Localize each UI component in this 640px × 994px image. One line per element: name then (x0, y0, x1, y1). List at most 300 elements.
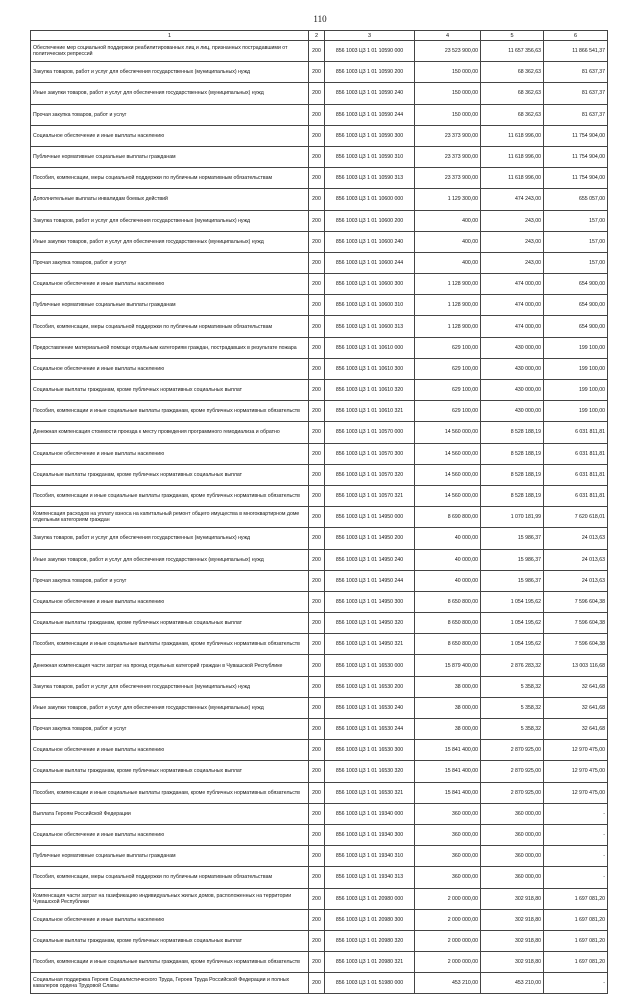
table-row (31, 210, 608, 231)
table-row (31, 358, 608, 379)
row-executed-cell: 5 358,32 (481, 719, 544, 740)
row-line-code-cell: 200 (309, 570, 325, 591)
row-unexecuted-cell: 6 031 811,81 (544, 464, 608, 485)
row-line-code-cell: 200 (309, 443, 325, 464)
row-executed-cell: 302 918,80 (481, 952, 544, 973)
row-unexecuted-cell: 6 031 811,81 (544, 422, 608, 443)
row-line-code-cell: 200 (309, 549, 325, 570)
row-budget-code-cell: 856 1003 Ц3 1 01 20980 000 (325, 888, 415, 909)
row-budget-code-cell: 856 1003 Ц3 1 01 10600 000 (325, 189, 415, 210)
row-budget-code-cell: 856 1003 Ц3 1 01 16530 000 (325, 655, 415, 676)
table-row (31, 824, 608, 845)
row-approved-cell: 1 128 900,00 (415, 316, 481, 337)
row-unexecuted-cell: 654 900,00 (544, 316, 608, 337)
row-name-cell: Социальное обеспечение и иные выплаты населению (31, 909, 309, 930)
row-unexecuted-cell: 655 057,00 (544, 189, 608, 210)
row-name-cell: Прочая закупка товаров, работ и услуг (31, 719, 309, 740)
row-approved-cell: 2 000 000,00 (415, 930, 481, 951)
row-unexecuted-cell: 7 596 604,38 (544, 613, 608, 634)
row-executed-cell: 15 986,37 (481, 528, 544, 549)
row-name-cell: Социальные выплаты гражданам, кроме публичных нормативных социальных выплат (31, 613, 309, 634)
row-budget-code-cell: 856 1003 Ц3 1 01 20980 320 (325, 930, 415, 951)
row-approved-cell: 40 000,00 (415, 570, 481, 591)
row-executed-cell: 474 243,00 (481, 189, 544, 210)
row-unexecuted-cell: 32 641,68 (544, 676, 608, 697)
table-row (31, 104, 608, 125)
row-executed-cell: 2 870 925,00 (481, 782, 544, 803)
row-line-code-cell: 200 (309, 210, 325, 231)
row-name-cell: Предоставление материальной помощи отдельным категориям граждан, пострадавших в результате пожара (31, 337, 309, 358)
row-approved-cell: 400,00 (415, 210, 481, 231)
row-budget-code-cell: 856 1003 Ц3 1 01 10590 310 (325, 146, 415, 167)
table-header (31, 31, 608, 41)
row-budget-code-cell: 856 1003 Ц3 1 01 10590 313 (325, 168, 415, 189)
row-budget-code-cell: 856 1003 Ц3 1 01 10610 300 (325, 358, 415, 379)
row-line-code-cell: 200 (309, 930, 325, 951)
row-budget-code-cell: 856 1003 Ц3 1 01 10570 321 (325, 485, 415, 506)
table-row (31, 909, 608, 930)
row-executed-cell: 360 000,00 (481, 846, 544, 867)
row-executed-cell: 2 870 925,00 (481, 761, 544, 782)
row-executed-cell: 1 070 181,99 (481, 507, 544, 528)
row-line-code-cell: 200 (309, 380, 325, 401)
row-executed-cell: 11 618 996,00 (481, 146, 544, 167)
row-executed-cell: 243,00 (481, 210, 544, 231)
row-unexecuted-cell: 1 697 081,20 (544, 909, 608, 930)
row-budget-code-cell: 856 1003 Ц3 1 01 14950 240 (325, 549, 415, 570)
row-unexecuted-cell: 81 637,37 (544, 62, 608, 83)
table-row (31, 62, 608, 83)
row-name-cell: Прочая закупка товаров, работ и услуг (31, 104, 309, 125)
row-name-cell: Социальное обеспечение и иные выплаты населению (31, 274, 309, 295)
row-executed-cell: 1 054 195,62 (481, 591, 544, 612)
row-executed-cell: 453 210,00 (481, 973, 544, 994)
row-name-cell: Социальное обеспечение и иные выплаты населению (31, 125, 309, 146)
table-row (31, 803, 608, 824)
row-line-code-cell: 200 (309, 973, 325, 994)
table-row (31, 274, 608, 295)
row-executed-cell: 430 000,00 (481, 380, 544, 401)
row-name-cell: Социальное обеспечение и иные выплаты населению (31, 358, 309, 379)
table-row (31, 888, 608, 909)
row-executed-cell: 15 986,37 (481, 570, 544, 591)
row-budget-code-cell: 856 1003 Ц3 1 01 10610 320 (325, 380, 415, 401)
row-name-cell: Пособия, компенсации, меры социальной поддержки по публичным нормативным обязательствам (31, 316, 309, 337)
row-line-code-cell: 200 (309, 782, 325, 803)
row-executed-cell: 360 000,00 (481, 824, 544, 845)
row-executed-cell: 1 054 195,62 (481, 613, 544, 634)
row-name-cell: Иные закупки товаров, работ и услуг для обеспечения государственных (муниципальных) нужд (31, 697, 309, 718)
table-row (31, 252, 608, 273)
row-line-code-cell: 200 (309, 867, 325, 888)
row-approved-cell: 38 000,00 (415, 676, 481, 697)
table-row (31, 146, 608, 167)
table-row (31, 782, 608, 803)
table-row (31, 125, 608, 146)
row-executed-cell: 1 054 195,62 (481, 634, 544, 655)
row-approved-cell: 360 000,00 (415, 867, 481, 888)
row-approved-cell: 15 879 400,00 (415, 655, 481, 676)
row-line-code-cell: 200 (309, 888, 325, 909)
row-approved-cell: 8 690 800,00 (415, 507, 481, 528)
row-name-cell: Иные закупки товаров, работ и услуг для обеспечения государственных (муниципальных) нужд (31, 231, 309, 252)
row-executed-cell: 430 000,00 (481, 358, 544, 379)
table-row (31, 168, 608, 189)
row-name-cell: Пособия, компенсации и иные социальные выплаты гражданам, кроме публичных нормативных обязательств (31, 952, 309, 973)
table-row (31, 485, 608, 506)
table-row (31, 570, 608, 591)
row-approved-cell: 1 128 900,00 (415, 295, 481, 316)
row-budget-code-cell: 856 1003 Ц3 1 01 10570 320 (325, 464, 415, 485)
row-budget-code-cell: 856 1003 Ц3 1 01 10600 240 (325, 231, 415, 252)
row-budget-code-cell: 856 1003 Ц3 1 01 16530 321 (325, 782, 415, 803)
row-name-cell: Пособия, компенсации и иные социальные выплаты гражданам, кроме публичных нормативных обязательств (31, 485, 309, 506)
row-budget-code-cell: 856 1003 Ц3 1 01 10600 310 (325, 295, 415, 316)
row-line-code-cell: 200 (309, 252, 325, 273)
row-budget-code-cell: 856 1003 Ц3 1 01 16530 320 (325, 761, 415, 782)
row-approved-cell: 150 000,00 (415, 62, 481, 83)
row-name-cell: Социальное обеспечение и иные выплаты населению (31, 591, 309, 612)
row-name-cell: Закупка товаров, работ и услуг для обеспечения государственных (муниципальных) нужд (31, 62, 309, 83)
row-executed-cell: 2 870 925,00 (481, 740, 544, 761)
table-row (31, 591, 608, 612)
row-name-cell: Социальные выплаты гражданам, кроме публичных нормативных социальных выплат (31, 761, 309, 782)
row-name-cell: Публичные нормативные социальные выплаты гражданам (31, 146, 309, 167)
row-executed-cell: 8 528 188,19 (481, 443, 544, 464)
table-row (31, 719, 608, 740)
row-budget-code-cell: 856 1003 Ц3 1 01 10570 300 (325, 443, 415, 464)
table-row (31, 41, 608, 62)
row-executed-cell: 243,00 (481, 252, 544, 273)
table-row (31, 507, 608, 528)
row-line-code-cell: 200 (309, 83, 325, 104)
row-budget-code-cell: 856 1003 Ц3 1 01 10610 321 (325, 401, 415, 422)
table-row (31, 740, 608, 761)
row-line-code-cell: 200 (309, 422, 325, 443)
row-line-code-cell: 200 (309, 316, 325, 337)
row-line-code-cell: 200 (309, 168, 325, 189)
row-approved-cell: 1 128 900,00 (415, 274, 481, 295)
row-unexecuted-cell: 199 100,00 (544, 380, 608, 401)
row-line-code-cell: 200 (309, 655, 325, 676)
col-header-3: 3 (325, 31, 415, 41)
table-body (31, 41, 608, 994)
row-budget-code-cell: 856 1003 Ц3 1 01 10590 300 (325, 125, 415, 146)
row-executed-cell: 302 918,80 (481, 909, 544, 930)
row-unexecuted-cell: 199 100,00 (544, 358, 608, 379)
row-unexecuted-cell: 11 866 541,37 (544, 41, 608, 62)
table-row (31, 761, 608, 782)
col-header-2: 2 (309, 31, 325, 41)
row-approved-cell: 8 650 800,00 (415, 634, 481, 655)
row-approved-cell: 400,00 (415, 252, 481, 273)
row-unexecuted-cell: 24 013,63 (544, 549, 608, 570)
budget-table (30, 30, 608, 994)
row-unexecuted-cell: - (544, 846, 608, 867)
row-executed-cell: 8 528 188,19 (481, 464, 544, 485)
row-name-cell: Денежная компенсация части затрат на проезд отдельных категорий граждан в Чувашской Республике (31, 655, 309, 676)
row-unexecuted-cell: 157,00 (544, 252, 608, 273)
row-unexecuted-cell: 1 697 081,20 (544, 888, 608, 909)
table-row (31, 676, 608, 697)
row-executed-cell: 474 000,00 (481, 295, 544, 316)
row-line-code-cell: 200 (309, 740, 325, 761)
row-line-code-cell: 200 (309, 295, 325, 316)
row-budget-code-cell: 856 1003 Ц3 1 01 19340 310 (325, 846, 415, 867)
table-row (31, 952, 608, 973)
row-budget-code-cell: 856 1003 Ц3 1 01 19340 300 (325, 824, 415, 845)
row-executed-cell: 360 000,00 (481, 803, 544, 824)
row-name-cell: Публичные нормативные социальные выплаты гражданам (31, 295, 309, 316)
row-executed-cell: 302 918,80 (481, 930, 544, 951)
row-approved-cell: 8 650 800,00 (415, 591, 481, 612)
row-budget-code-cell: 856 1003 Ц3 1 01 14950 321 (325, 634, 415, 655)
row-line-code-cell: 200 (309, 803, 325, 824)
row-name-cell: Иные закупки товаров, работ и услуг для обеспечения государственных (муниципальных) нужд (31, 83, 309, 104)
col-header-1: 1 (31, 31, 309, 41)
row-approved-cell: 40 000,00 (415, 549, 481, 570)
row-name-cell: Прочая закупка товаров, работ и услуг (31, 252, 309, 273)
row-line-code-cell: 200 (309, 824, 325, 845)
row-approved-cell: 400,00 (415, 231, 481, 252)
row-unexecuted-cell: 654 900,00 (544, 274, 608, 295)
row-unexecuted-cell: 12 970 475,00 (544, 782, 608, 803)
row-approved-cell: 14 560 000,00 (415, 485, 481, 506)
table-row (31, 613, 608, 634)
row-approved-cell: 150 000,00 (415, 83, 481, 104)
row-budget-code-cell: 856 1003 Ц3 1 01 14950 244 (325, 570, 415, 591)
row-budget-code-cell: 856 1003 Ц3 1 01 16530 244 (325, 719, 415, 740)
row-name-cell: Социальная поддержка Героев Социалистического Труда, Героев Труда Российской Федерации и полных кавалеров ордена Трудовой Славы (31, 973, 309, 994)
row-unexecuted-cell: 81 637,37 (544, 104, 608, 125)
row-approved-cell: 453 210,00 (415, 973, 481, 994)
row-unexecuted-cell: 6 031 811,81 (544, 485, 608, 506)
row-approved-cell: 2 000 000,00 (415, 888, 481, 909)
row-approved-cell: 2 000 000,00 (415, 909, 481, 930)
row-unexecuted-cell: 81 637,37 (544, 83, 608, 104)
table-row (31, 846, 608, 867)
table-row (31, 295, 608, 316)
row-approved-cell: 15 841 400,00 (415, 782, 481, 803)
row-budget-code-cell: 856 1003 Ц3 1 01 10610 000 (325, 337, 415, 358)
col-header-5: 5 (481, 31, 544, 41)
row-name-cell: Пособия, компенсации и иные социальные выплаты гражданам, кроме публичных нормативных обязательств (31, 634, 309, 655)
row-approved-cell: 15 841 400,00 (415, 761, 481, 782)
row-executed-cell: 474 000,00 (481, 316, 544, 337)
row-executed-cell: 243,00 (481, 231, 544, 252)
row-unexecuted-cell: 11 754 904,00 (544, 125, 608, 146)
row-unexecuted-cell: 12 970 475,00 (544, 761, 608, 782)
row-approved-cell: 23 373 900,00 (415, 168, 481, 189)
table-row (31, 930, 608, 951)
row-line-code-cell: 200 (309, 761, 325, 782)
row-approved-cell: 360 000,00 (415, 824, 481, 845)
row-budget-code-cell: 856 1003 Ц3 1 01 10600 244 (325, 252, 415, 273)
table-row (31, 464, 608, 485)
row-executed-cell: 5 358,32 (481, 676, 544, 697)
row-line-code-cell: 200 (309, 358, 325, 379)
row-line-code-cell: 200 (309, 719, 325, 740)
row-approved-cell: 629 100,00 (415, 337, 481, 358)
row-budget-code-cell: 856 1003 Ц3 1 01 51980 000 (325, 973, 415, 994)
row-budget-code-cell: 856 1003 Ц3 1 01 20980 300 (325, 909, 415, 930)
row-line-code-cell: 200 (309, 697, 325, 718)
header-row (31, 31, 608, 41)
col-header-4: 4 (415, 31, 481, 41)
row-unexecuted-cell: 199 100,00 (544, 337, 608, 358)
row-unexecuted-cell: 157,00 (544, 210, 608, 231)
row-unexecuted-cell: 6 031 811,81 (544, 443, 608, 464)
row-name-cell: Социальное обеспечение и иные выплаты населению (31, 824, 309, 845)
row-approved-cell: 1 129 300,00 (415, 189, 481, 210)
table-row (31, 655, 608, 676)
row-name-cell: Прочая закупка товаров, работ и услуг (31, 570, 309, 591)
table-row (31, 528, 608, 549)
row-unexecuted-cell: - (544, 803, 608, 824)
table-row (31, 337, 608, 358)
row-approved-cell: 14 560 000,00 (415, 443, 481, 464)
row-unexecuted-cell: 1 697 081,20 (544, 952, 608, 973)
row-budget-code-cell: 856 1003 Ц3 1 01 10600 200 (325, 210, 415, 231)
row-name-cell: Социальные выплаты гражданам, кроме публичных нормативных социальных выплат (31, 464, 309, 485)
row-line-code-cell: 200 (309, 591, 325, 612)
row-budget-code-cell: 856 1003 Ц3 1 01 10600 300 (325, 274, 415, 295)
row-approved-cell: 8 650 800,00 (415, 613, 481, 634)
row-line-code-cell: 200 (309, 485, 325, 506)
row-name-cell: Публичные нормативные социальные выплаты гражданам (31, 846, 309, 867)
row-name-cell: Иные закупки товаров, работ и услуг для обеспечения государственных (муниципальных) нужд (31, 549, 309, 570)
row-executed-cell: 11 657 356,63 (481, 41, 544, 62)
row-executed-cell: 302 918,80 (481, 888, 544, 909)
row-budget-code-cell: 856 1003 Ц3 1 01 14950 000 (325, 507, 415, 528)
row-line-code-cell: 200 (309, 676, 325, 697)
row-executed-cell: 68 362,63 (481, 104, 544, 125)
row-approved-cell: 629 100,00 (415, 380, 481, 401)
row-unexecuted-cell: 7 620 618,01 (544, 507, 608, 528)
row-name-cell: Закупка товаров, работ и услуг для обеспечения государственных (муниципальных) нужд (31, 210, 309, 231)
row-budget-code-cell: 856 1003 Ц3 1 01 10600 313 (325, 316, 415, 337)
row-unexecuted-cell: 1 697 081,20 (544, 930, 608, 951)
row-line-code-cell: 200 (309, 274, 325, 295)
row-name-cell: Пособия, компенсации, меры социальной поддержки по публичным нормативным обязательствам (31, 168, 309, 189)
row-approved-cell: 38 000,00 (415, 697, 481, 718)
row-unexecuted-cell: 11 754 904,00 (544, 168, 608, 189)
row-approved-cell: 23 373 900,00 (415, 125, 481, 146)
row-executed-cell: 8 528 188,19 (481, 485, 544, 506)
table-row (31, 443, 608, 464)
row-budget-code-cell: 856 1003 Ц3 1 01 14950 300 (325, 591, 415, 612)
row-budget-code-cell: 856 1003 Ц3 1 01 19340 313 (325, 867, 415, 888)
row-executed-cell: 68 362,63 (481, 83, 544, 104)
row-budget-code-cell: 856 1003 Ц3 1 01 10590 240 (325, 83, 415, 104)
row-unexecuted-cell: 654 900,00 (544, 295, 608, 316)
row-executed-cell: 68 362,63 (481, 62, 544, 83)
table-row (31, 316, 608, 337)
row-unexecuted-cell: 157,00 (544, 231, 608, 252)
row-line-code-cell: 200 (309, 846, 325, 867)
row-budget-code-cell: 856 1003 Ц3 1 01 10570 000 (325, 422, 415, 443)
row-line-code-cell: 200 (309, 146, 325, 167)
row-executed-cell: 15 986,37 (481, 549, 544, 570)
table-row (31, 549, 608, 570)
row-unexecuted-cell: 32 641,68 (544, 719, 608, 740)
row-line-code-cell: 200 (309, 401, 325, 422)
row-approved-cell: 2 000 000,00 (415, 952, 481, 973)
row-line-code-cell: 200 (309, 125, 325, 146)
row-unexecuted-cell: 11 754 904,00 (544, 146, 608, 167)
table-row (31, 380, 608, 401)
row-name-cell: Социальное обеспечение и иные выплаты населению (31, 443, 309, 464)
row-executed-cell: 360 000,00 (481, 867, 544, 888)
row-line-code-cell: 200 (309, 41, 325, 62)
row-approved-cell: 40 000,00 (415, 528, 481, 549)
row-budget-code-cell: 856 1003 Ц3 1 01 16530 240 (325, 697, 415, 718)
row-line-code-cell: 200 (309, 189, 325, 210)
col-header-6: 6 (544, 31, 608, 41)
row-executed-cell: 2 876 283,32 (481, 655, 544, 676)
row-name-cell: Социальные выплаты гражданам, кроме публичных нормативных социальных выплат (31, 380, 309, 401)
table-row (31, 231, 608, 252)
row-line-code-cell: 200 (309, 231, 325, 252)
row-name-cell: Денежная компенсация стоимости проезда к месту проведения программного гемодиализа и обратно (31, 422, 309, 443)
row-name-cell: Закупка товаров, работ и услуг для обеспечения государственных (муниципальных) нужд (31, 528, 309, 549)
row-approved-cell: 360 000,00 (415, 846, 481, 867)
row-executed-cell: 11 618 996,00 (481, 125, 544, 146)
row-unexecuted-cell: 24 013,63 (544, 570, 608, 591)
row-line-code-cell: 200 (309, 613, 325, 634)
row-unexecuted-cell: 199 100,00 (544, 401, 608, 422)
page-number: 110 (313, 14, 327, 24)
row-line-code-cell: 200 (309, 337, 325, 358)
row-line-code-cell: 200 (309, 104, 325, 125)
row-approved-cell: 38 000,00 (415, 719, 481, 740)
row-approved-cell: 360 000,00 (415, 803, 481, 824)
row-approved-cell: 15 841 400,00 (415, 740, 481, 761)
row-name-cell: Социальные выплаты гражданам, кроме публичных нормативных социальных выплат (31, 930, 309, 951)
row-budget-code-cell: 856 1003 Ц3 1 01 10590 000 (325, 41, 415, 62)
row-budget-code-cell: 856 1003 Ц3 1 01 10590 244 (325, 104, 415, 125)
row-unexecuted-cell: - (544, 824, 608, 845)
row-unexecuted-cell: 12 970 475,00 (544, 740, 608, 761)
row-budget-code-cell: 856 1003 Ц3 1 01 16530 300 (325, 740, 415, 761)
row-line-code-cell: 200 (309, 952, 325, 973)
table-row (31, 867, 608, 888)
row-name-cell: Обеспечение мер социальной поддержки реабилитированных лиц и лиц, признанных пострадавшими от политических репрессий (31, 41, 309, 62)
row-line-code-cell: 200 (309, 464, 325, 485)
row-budget-code-cell: 856 1003 Ц3 1 01 16530 200 (325, 676, 415, 697)
row-line-code-cell: 200 (309, 507, 325, 528)
row-budget-code-cell: 856 1003 Ц3 1 01 19340 000 (325, 803, 415, 824)
row-approved-cell: 629 100,00 (415, 401, 481, 422)
row-executed-cell: 5 358,32 (481, 697, 544, 718)
row-budget-code-cell: 856 1003 Ц3 1 01 14950 200 (325, 528, 415, 549)
row-approved-cell: 14 560 000,00 (415, 464, 481, 485)
row-executed-cell: 474 000,00 (481, 274, 544, 295)
row-approved-cell: 23 523 900,00 (415, 41, 481, 62)
row-approved-cell: 629 100,00 (415, 358, 481, 379)
row-unexecuted-cell: - (544, 973, 608, 994)
row-unexecuted-cell: 7 596 604,38 (544, 591, 608, 612)
table-row (31, 401, 608, 422)
row-name-cell: Компенсация расходов на уплату взноса на капитальный ремонт общего имущества в многоквартирном доме отдельным категориям граждан (31, 507, 309, 528)
row-name-cell: Выплата Героям Российской Федерации (31, 803, 309, 824)
row-name-cell: Пособия, компенсации и иные социальные выплаты гражданам, кроме публичных нормативных обязательств (31, 782, 309, 803)
row-unexecuted-cell: - (544, 867, 608, 888)
row-name-cell: Компенсация части затрат на газификацию индивидуальных жилых домов, расположенных на территории Чувашской Республики (31, 888, 309, 909)
row-line-code-cell: 200 (309, 634, 325, 655)
row-executed-cell: 430 000,00 (481, 337, 544, 358)
row-approved-cell: 150 000,00 (415, 104, 481, 125)
